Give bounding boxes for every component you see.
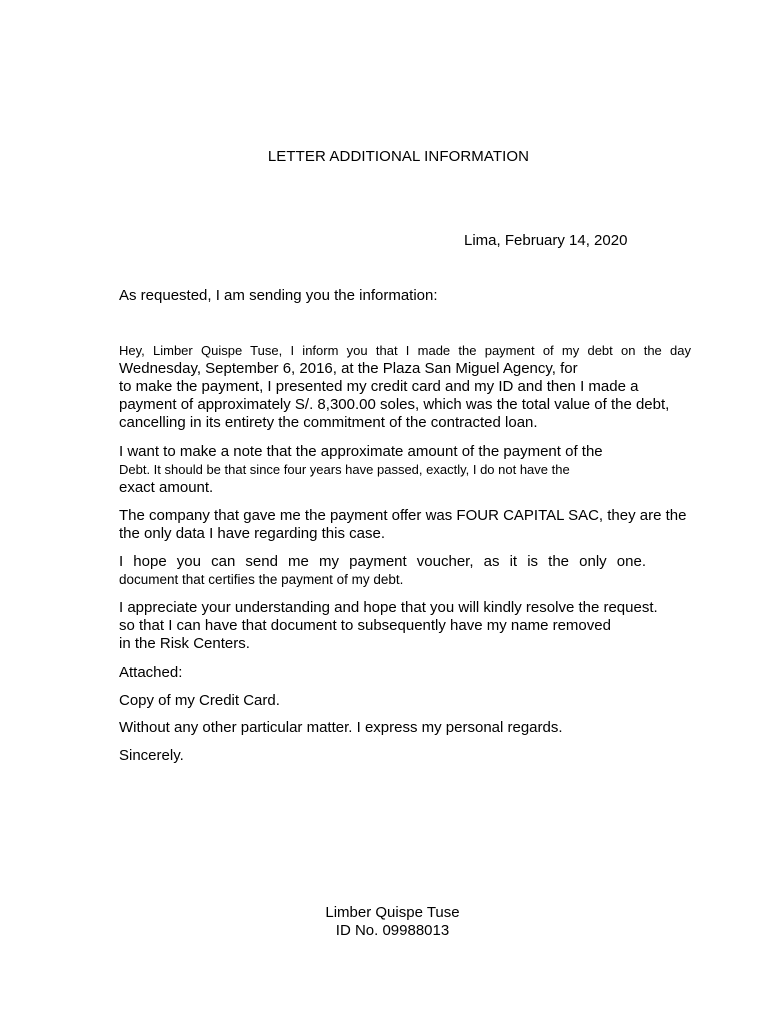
paragraph-line: Wednesday, September 6, 2016, at the Plaza San Miguel Agency, for xyxy=(119,360,578,377)
paragraph-payment-details xyxy=(119,342,691,432)
paragraph-line: document that certifies the payment of my debt. xyxy=(119,572,404,587)
paragraph-company xyxy=(119,507,691,543)
paragraph-line: in the Risk Centers. xyxy=(119,635,250,652)
paragraph-voucher-request xyxy=(119,553,691,589)
paragraph-line: exact amount. xyxy=(119,479,214,496)
paragraph-line: cancelling in its entirety the commitment of the contracted loan. xyxy=(119,414,538,431)
paragraph-line: payment of approximately S/. 8,300.00 soles, which was the total value of the debt, xyxy=(119,396,670,413)
letter-title: LETTER ADDITIONAL INFORMATION xyxy=(267,148,530,165)
paragraph-line: The company that gave me the payment offer was FOUR CAPITAL SAC, they are the xyxy=(119,507,687,524)
paragraph-line: I want to make a note that the approximate amount of the payment of the xyxy=(119,443,603,460)
paragraph-appreciation xyxy=(119,599,691,653)
greeting-line: As requested, I am sending you the information: xyxy=(119,287,438,304)
paragraph-line: the only data I have regarding this case. xyxy=(119,525,386,542)
paragraph-line: Debt. It should be that since four years have passed, exactly, I do not have the xyxy=(119,462,570,477)
attached-label: Attached: xyxy=(119,664,183,681)
signature-block xyxy=(0,904,768,940)
paragraph-line: Hey, Limber Quispe Tuse, I inform you that I made the payment of my debt on the day xyxy=(119,343,691,358)
paragraph-amount-note xyxy=(119,443,691,497)
closing-line: Sincerely. xyxy=(119,747,184,764)
letter-date: Lima, February 14, 2020 xyxy=(464,232,628,249)
paragraph-line: I appreciate your understanding and hope that you will kindly resolve the request. xyxy=(119,599,658,616)
paragraph-line: to make the payment, I presented my credit card and my ID and then I made a xyxy=(119,378,639,395)
attachment-item: Copy of my Credit Card. xyxy=(119,692,280,709)
paragraph-line: I hope you can send me my payment voucher, as it is the only one. xyxy=(119,553,646,570)
paragraph-line: so that I can have that document to subsequently have my name removed xyxy=(119,617,611,634)
signature-name: Limber Quispe Tuse xyxy=(325,904,460,921)
regards-line: Without any other particular matter. I express my personal regards. xyxy=(119,719,563,736)
signature-id: ID No. 09988013 xyxy=(335,922,450,939)
